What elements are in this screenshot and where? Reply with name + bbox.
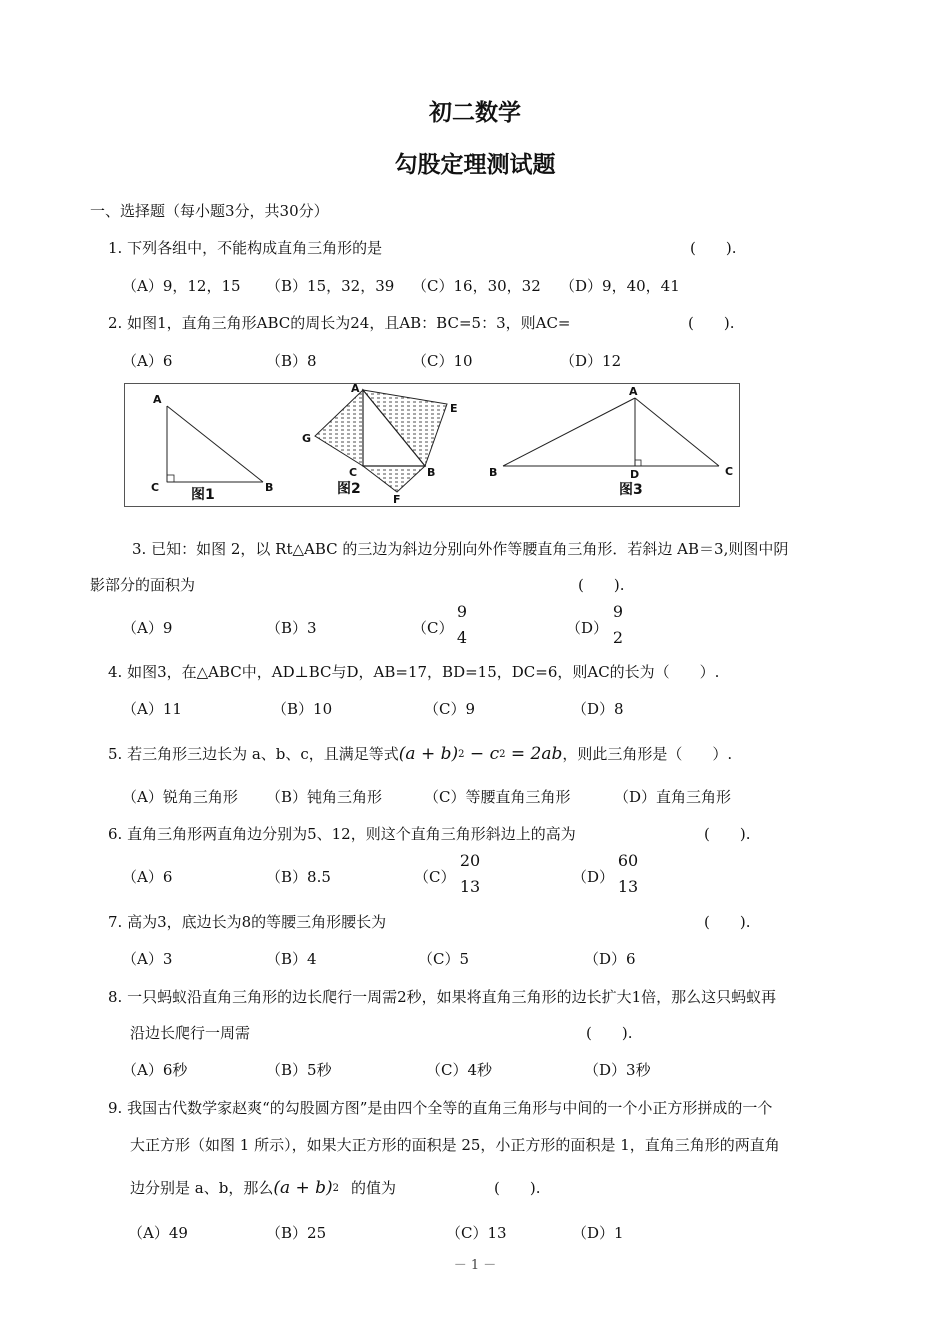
formula-mid: − c xyxy=(464,744,500,764)
question-4-option-d: （D）8 xyxy=(572,700,624,718)
page-title: 初二数学 xyxy=(429,100,521,126)
question-6-option-b: （B）8.5 xyxy=(266,868,331,886)
question-7-option-c: （C）5 xyxy=(418,950,470,968)
question-2-option-c: （C）10 xyxy=(412,352,473,370)
question-9-text-a: 边分别是 a、b，那么 xyxy=(130,1179,274,1197)
question-5-option-c: （C）等腰直角三角形 xyxy=(424,788,571,806)
formula-right: = 2ab xyxy=(505,744,563,764)
fraction-denominator: 13 xyxy=(459,877,481,896)
figure-1 xyxy=(151,393,273,503)
figures-svg xyxy=(125,384,739,506)
fig3-side-ac xyxy=(635,398,719,466)
question-7-option-a: （A）3 xyxy=(122,950,173,968)
question-1-option-b: （B）15，32，39 xyxy=(266,277,395,295)
question-6-text: 6. 直角三角形两直角边分别为5、12，则这个直角三角形斜边上的高为 xyxy=(108,825,576,843)
fig2-label-f: F xyxy=(393,493,401,506)
page-subtitle: 勾股定理测试题 xyxy=(394,152,556,178)
question-8-option-b: （B）5秒 xyxy=(266,1061,332,1079)
question-3-blank: ( ). xyxy=(578,576,625,594)
fraction-numerator: 9 xyxy=(456,602,468,621)
section-heading: 一、选择题（每小题3分，共30分） xyxy=(90,202,329,220)
question-1-option-c: （C）16，30，32 xyxy=(412,277,541,295)
question-6-option-c-fraction xyxy=(458,848,482,900)
question-8-blank: ( ). xyxy=(586,1024,633,1042)
fig1-side-ab xyxy=(167,406,263,482)
fraction-denominator: 13 xyxy=(617,877,639,896)
formula-exponent-1: 2 xyxy=(458,749,465,760)
fig2-label-c: C xyxy=(349,466,358,479)
question-6-option-d: （D） xyxy=(572,868,615,886)
question-5-option-d: （D）直角三角形 xyxy=(614,788,732,806)
fig1-label-a: A xyxy=(153,393,162,406)
fig1-caption: 图1 xyxy=(191,487,215,503)
fig3-side-ab xyxy=(503,398,635,466)
fraction-denominator: 4 xyxy=(456,628,468,647)
fig2-triangle-cfb xyxy=(363,466,425,492)
question-5-text-b: ，则此三角形是（ ）. xyxy=(562,745,733,763)
fraction-numerator: 60 xyxy=(617,851,639,870)
figure-3 xyxy=(489,385,733,498)
fig3-right-angle-mark xyxy=(635,460,641,466)
question-9-option-a: （A）49 xyxy=(128,1224,188,1242)
question-3-line-1: 3. 已知：如图 2，以 Rt△ABC 的三边为斜边分别向外作等腰直角三角形．若斜边 AB＝3,则图中阴 xyxy=(132,540,789,558)
fig2-caption: 图2 xyxy=(337,481,361,497)
question-7-option-d: （D）6 xyxy=(584,950,636,968)
question-4-option-b: （B）10 xyxy=(272,700,333,718)
fig1-label-c: C xyxy=(151,481,160,494)
question-3-option-b: （B）3 xyxy=(266,619,317,637)
fig3-label-d: D xyxy=(630,468,640,481)
question-6-option-c: （C） xyxy=(414,868,456,886)
question-2-text: 2. 如图1，直角三角形ABC的周长为24，且AB：BC=5：3，则AC= xyxy=(108,314,571,332)
question-3-option-d-fraction xyxy=(606,599,630,651)
fraction-denominator: 2 xyxy=(612,628,624,647)
question-5-option-a: （A）锐角三角形 xyxy=(122,788,238,806)
question-8-option-d: （D）3秒 xyxy=(584,1061,651,1079)
question-3-option-c-fraction xyxy=(450,599,474,651)
question-9-option-d: （D）1 xyxy=(572,1224,624,1242)
fig3-label-a: A xyxy=(629,385,638,398)
formula-left: (a + b) xyxy=(398,744,459,764)
question-5-text-a: 5. 若三角形三边长为 a、b、c，且满足等式 xyxy=(108,745,399,763)
fig2-label-g: G xyxy=(302,432,312,445)
formula-base: (a + b) xyxy=(273,1178,333,1198)
figure-2 xyxy=(302,384,458,506)
formula-exponent-2: 2 xyxy=(499,749,506,760)
question-5-formula xyxy=(399,744,563,764)
question-5-option-b: （B）钝角三角形 xyxy=(266,788,383,806)
fig2-label-b: B xyxy=(427,466,436,479)
fraction-numerator: 9 xyxy=(612,602,624,621)
question-8-option-c: （C）4秒 xyxy=(426,1061,493,1079)
question-1-text: 1. 下列各组中，不能构成直角三角形的是 xyxy=(108,239,383,257)
question-4-text: 4. 如图3，在△ABC中，AD⊥BC与D，AB=17，BD=15，DC=6，则AC的长为（ ）. xyxy=(108,663,720,681)
question-9-option-b: （B）25 xyxy=(266,1224,327,1242)
question-5-line xyxy=(108,743,732,764)
question-8-option-a: （A）6秒 xyxy=(122,1061,188,1079)
question-9-line-2: 大正方形（如图 1 所示），如果大正方形的面积是 25，小正方形的面积是 1，直角三角形的两直角 xyxy=(130,1136,780,1154)
fig2-label-e: E xyxy=(450,402,458,415)
question-2-option-b: （B）8 xyxy=(266,352,317,370)
question-1-option-d: （D）9，40，41 xyxy=(560,277,680,295)
question-6-option-a: （A）6 xyxy=(122,868,173,886)
question-3-option-a: （A）9 xyxy=(122,619,173,637)
question-9-formula xyxy=(273,1178,339,1198)
fig1-right-angle-mark xyxy=(167,475,174,482)
question-9-option-c: （C）13 xyxy=(446,1224,507,1242)
fig3-label-b: B xyxy=(489,466,498,479)
question-2-option-d: （D）12 xyxy=(560,352,622,370)
question-3-option-c: （C） xyxy=(412,619,454,637)
fig1-label-b: B xyxy=(265,481,274,494)
question-2-option-a: （A）6 xyxy=(122,352,173,370)
question-7-blank: ( ). xyxy=(704,913,751,931)
question-2-blank: ( ). xyxy=(688,314,735,332)
question-3-line-2: 影部分的面积为 xyxy=(90,576,196,594)
question-4-option-a: （A）11 xyxy=(122,700,182,718)
question-8-line-2: 沿边长爬行一周需 xyxy=(130,1024,251,1042)
figure-box xyxy=(124,383,740,507)
question-6-blank: ( ). xyxy=(704,825,751,843)
fig3-label-c: C xyxy=(725,465,734,478)
fig2-label-a: A xyxy=(351,384,360,395)
question-4-option-c: （C）9 xyxy=(424,700,476,718)
fig2-triangle-agc xyxy=(315,390,363,466)
question-7-text: 7. 高为3，底边长为8的等腰三角形腰长为 xyxy=(108,913,387,931)
question-7-option-b: （B）4 xyxy=(266,950,317,968)
page-number: － 1 － xyxy=(453,1258,497,1273)
question-9-blank: ( ). xyxy=(494,1179,541,1197)
question-3-option-d: （D） xyxy=(566,619,609,637)
question-6-option-d-fraction xyxy=(616,848,640,900)
question-9-line-3 xyxy=(130,1177,396,1198)
question-1-option-a: （A）9，12，15 xyxy=(122,277,241,295)
question-9-text-b: 的值为 xyxy=(351,1179,397,1197)
question-8-line-1: 8. 一只蚂蚁沿直角三角形的边长爬行一周需2秒，如果将直角三角形的边长扩大1倍，那么这只蚂蚁再 xyxy=(108,988,777,1006)
fraction-numerator: 20 xyxy=(459,851,481,870)
question-1-blank: ( ). xyxy=(690,239,737,257)
formula-exponent: 2 xyxy=(332,1183,340,1194)
fig3-caption: 图3 xyxy=(619,482,643,498)
question-9-line-1: 9. 我国古代数学家赵爽“的勾股圆方图”是由四个全等的直角三角形与中间的一个小正方形拼成的一个 xyxy=(108,1099,773,1117)
